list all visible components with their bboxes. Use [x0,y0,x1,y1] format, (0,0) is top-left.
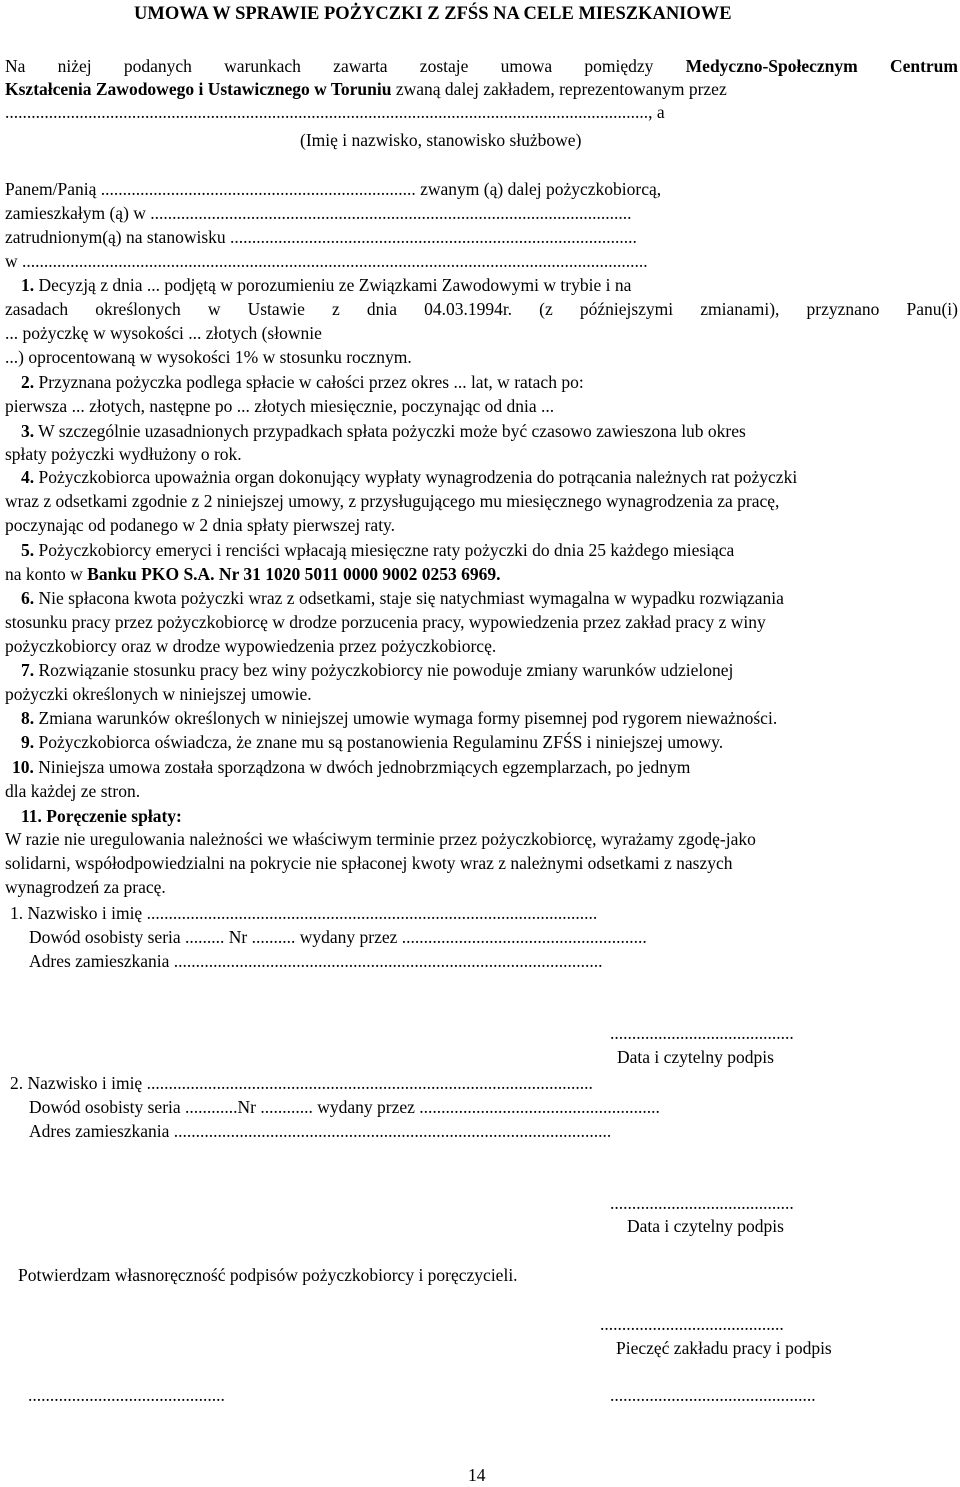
section-6-line-2: stosunku pracy przez pożyczkobiorcę w drodze porzucenia pracy, wypowiedzenia przez zakład pracy z winy [5,612,766,632]
section-4-text: Pożyczkobiorca upoważnia organ dokonujący wypłaty wynagrodzenia do potrącania należnych rat pożyczki [34,467,798,487]
section-9-line-1 [21,731,723,754]
section-5-text: Pożyczkobiorcy emeryci i renciści wpłacają miesięczne raty pożyczki do dnia 25 każdego miesiąca [34,540,735,560]
stamp-signature-line: .......................................... [600,1314,784,1334]
section-9-text: Pożyczkobiorca oświadcza, że znane mu są postanowienia Regulaminu ZFŚS i niniejszej umowy. [34,732,724,752]
bottom-right-signature-line: ............................................... [610,1385,816,1405]
section-11-line-3: wynagrodzeń za pracę. [5,877,166,897]
section-2-line-2: pierwsza ... złotych, następne po ... złotych miesięcznie, poczynając od dnia ... [5,396,555,416]
section-10-line-2: dla każdej ze stron. [5,781,141,801]
section-1-number: 1. [21,275,35,295]
workplace-line: w ............................................................................................................................................... [5,251,648,271]
section-4-number: 4. [21,467,35,487]
intro-text-2: zwaną dalej zakładem, reprezentowanym przez [391,79,727,99]
borrower-line: Panem/Panią ........................................................................ zwanym (ą) dalej pożyczkobiorcą, [5,179,662,199]
section-6-text: Nie spłacona kwota pożyczki wraz z odsetkami, staje się natychmiast wymagalna w wypadku rozwiązania [34,588,784,608]
section-1-text: Decyzją z dnia ... podjętą w porozumieniu ze Związkami Zawodowymi w trybie i na [34,275,632,295]
section-2-line-1 [21,371,584,394]
section-10-line-1 [12,756,690,779]
section-6-line-1 [21,587,784,610]
section-8-text: Zmiana warunków określonych w niniejszej umowie wymaga formy pisemnej pod rygorem nieważności. [34,708,778,728]
section-10-text: Niniejsza umowa została sporządzona w dwóch jednobrzmiących egzemplarzach, po jednym [33,757,691,777]
guarantor-2-id-field: Dowód osobisty seria ............Nr ............ wydany przez ....................................................... [29,1097,660,1117]
section-3-text: W szczególnie uzasadnionych przypadkach spłata pożyczki może być czasowo zawieszona lub okres [34,421,746,441]
intro-line-1 [5,55,958,78]
bank-account-intro: na konto w [5,564,88,584]
section-4-line-1 [21,466,797,489]
section-4-line-2: wraz z odsetkami zgodnie z 2 niniejszej umowy, z przysługującego mu miesięcznego wynagrodzenia za pracę, [5,491,780,511]
section-4-line-3: poczynając od podanego w 2 dnia spłaty pierwszej raty. [5,515,396,535]
document-title: UMOWA W SPRAWIE POŻYCZKI Z ZFŚS NA CELE MIESZKANIOWE [134,4,732,24]
section-6-line-3: pożyczkobiorcy oraz w drodze wypowiedzenia przez pożyczkobiorcę. [5,636,497,656]
signature-confirmation: Potwierdzam własnoręczność podpisów pożyczkobiorcy i poręczycieli. [18,1265,518,1285]
section-1-line-2: zasadach określonych w Ustawie z dnia 04.03.1994r. (z późniejszymi zmianami), przyznano Panu(i) [5,299,958,319]
guarantor-1-address-field: Adres zamieszkania .................................................................................................. [29,951,603,971]
guarantor-2-name-field: 2. Nazwisko i imię ...................................................................................................... [10,1073,593,1093]
representative-caption: (Imię i nazwisko, stanowisko służbowe) [300,130,582,150]
section-3-number: 3. [21,421,35,441]
guarantor-1-signature-caption: Data i czytelny podpis [617,1047,774,1067]
section-2-text: Przyznana pożyczka podlega spłacie w całości przez okres ... lat, w ratach po: [34,372,584,392]
section-7-line-1 [21,659,733,682]
section-11-heading: 11. Poręczenie spłaty: [21,806,182,826]
section-8-line-1 [21,707,777,730]
section-3-line-1 [21,420,746,443]
section-10-number: 10. [12,757,34,777]
position-line: zatrudnionym(ą) na stanowisku ............................................................................................. [5,227,637,247]
guarantor-2-address-field: Adres zamieszkania .................................................................................................... [29,1121,612,1141]
guarantor-1-name-field: 1. Nazwisko i imię ....................................................................................................... [10,903,598,923]
intro-text: Na niżej podanych warunkach zawarta zostaje umowa pomiędzy [5,56,654,76]
guarantor-2-signature-caption: Data i czytelny podpis [627,1216,784,1236]
section-1-line-4: ...) oprocentowaną w wysokości 1% w stosunku rocznym. [5,347,412,367]
bottom-left-signature-line: ............................................. [28,1385,225,1405]
guarantor-2-signature-line: .......................................... [610,1193,794,1213]
section-1-line-3: ... pożyczkę w wysokości ... złotych (słownie [5,323,322,343]
section-7-number: 7. [21,660,35,680]
section-8-number: 8. [21,708,35,728]
section-11-line-1: W razie nie uregulowania należności we właściwym terminie przez pożyczkobiorcę, wyrażamy zgodę-jako [5,829,756,849]
institution-name-part-2: Kształcenia Zawodowego i Ustawicznego w Toruniu [5,79,392,99]
residence-line: zamieszkałym (ą) w .............................................................................................................. [5,203,632,223]
bank-account-number: Banku PKO S.A. Nr 31 1020 5011 0000 9002 0253 6969. [87,564,501,584]
guarantor-1-signature-line: .......................................... [610,1023,794,1043]
section-5-line-2 [5,563,501,586]
section-5-line-1 [21,539,734,562]
section-7-line-2: pożyczki określonych w niniejszej umowie. [5,684,312,704]
section-7-text: Rozwiązanie stosunku pracy bez winy pożyczkobiorcy nie powoduje zmiany warunków udzielonej [34,660,734,680]
section-2-number: 2. [21,372,35,392]
institution-name-part-1: Medyczno-Społecznym Centrum [685,56,958,76]
section-11-line-2: solidarni, współodpowiedzialni na pokrycie nie spłaconej kwoty wraz z należnymi odsetkami z naszych [5,853,733,873]
guarantor-1-id-field: Dowód osobisty seria ......... Nr .......... wydany przez ........................................................ [29,927,647,947]
representative-line: ..................................................................................................................................................., a [5,102,665,122]
section-1-line-1 [21,274,631,297]
intro-line-2 [5,78,727,101]
section-9-number: 9. [21,732,35,752]
stamp-signature-caption: Pieczęć zakładu pracy i podpis [616,1338,832,1358]
page-number: 14 [468,1465,486,1485]
section-6-number: 6. [21,588,35,608]
section-3-line-2: spłaty pożyczki wydłużony o rok. [5,444,242,464]
section-5-number: 5. [21,540,35,560]
